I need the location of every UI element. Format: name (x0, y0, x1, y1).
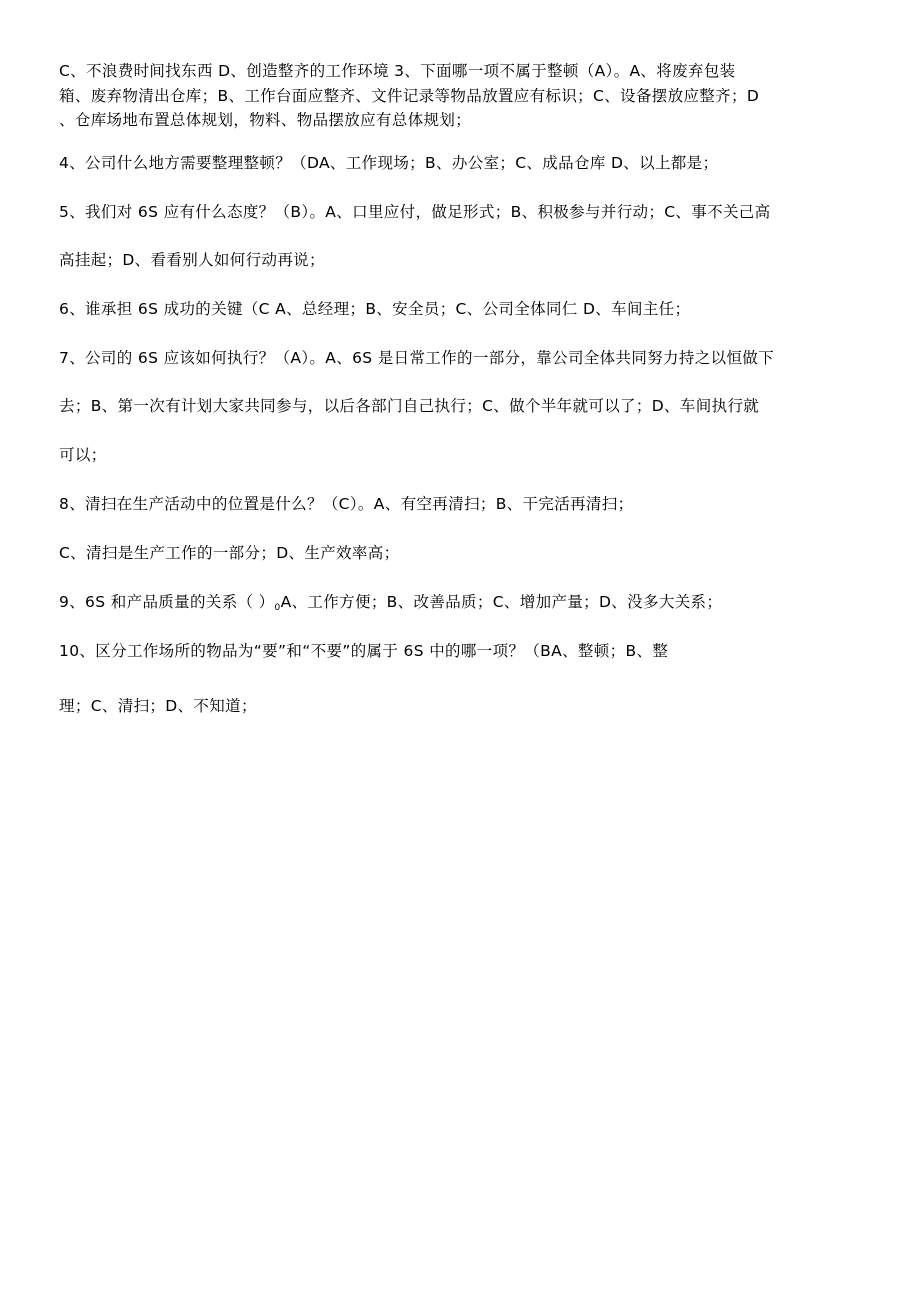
text-line: 箱、废弃物清出仓库；B、工作台面应整齐、文件记录等物品放置应有标识；C、设备摆放应整齐；D (59, 87, 760, 105)
question-8-cont: C、清扫是生产工作的一部分；D、生产效率高； (59, 544, 400, 562)
question-10-cont: 理；C、清扫；D、不知道； (59, 697, 257, 715)
text-line: C、不浪费时间找东西 D、创造整齐的工作环境 3、下面哪一项不属于整顿（A）。A、将废弃包装 (59, 62, 736, 80)
subscript-mark: 0 (274, 603, 281, 613)
question-4: 4、公司什么地方需要整理整顿？（DA、工作现场；B、办公室；C、成品仓库 D、以上都是； (59, 154, 719, 172)
question-7: 7、公司的 6S 应该如何执行？（A）。A、6S 是日常工作的一部分，靠公司全体共同努力持之以恒做下 (59, 349, 775, 367)
question-7-cont: 可以； (59, 446, 107, 464)
text-line: 、仓库场地布置总体规划，物料、物品摆放应有总体规划； (59, 111, 472, 129)
question-8: 8、清扫在生产活动中的位置是什么？（C）。A、有空再清扫；B、干完活再清扫； (59, 495, 634, 513)
question-9-text: 9、6S 和产品质量的关系（ ） (59, 593, 275, 611)
question-5: 5、我们对 6S 应有什么态度？（B）。A、口里应付，做足形式；B、积极参与并行动；C、事不关己高 (59, 203, 771, 221)
question-7-cont: 去；B、第一次有计划大家共同参与，以后各部门自己执行；C、做个半年就可以了；D、车间执行就 (59, 397, 760, 415)
question-6: 6、谁承担 6S 成功的关键（C A、总经理；B、安全员；C、公司全体同仁 D、车间主任； (59, 300, 691, 318)
question-5-cont: 高挂起；D、看看别人如何行动再说； (59, 251, 325, 269)
question-9-options: A、工作方便；B、改善品质；C、增加产量；D、没多大关系； (280, 593, 723, 611)
question-10: 10、区分工作场所的物品为“要”和“不要”的属于 6S 中的哪一项？（BA、整顿；B、整 (59, 642, 669, 660)
question-9 (59, 592, 874, 615)
